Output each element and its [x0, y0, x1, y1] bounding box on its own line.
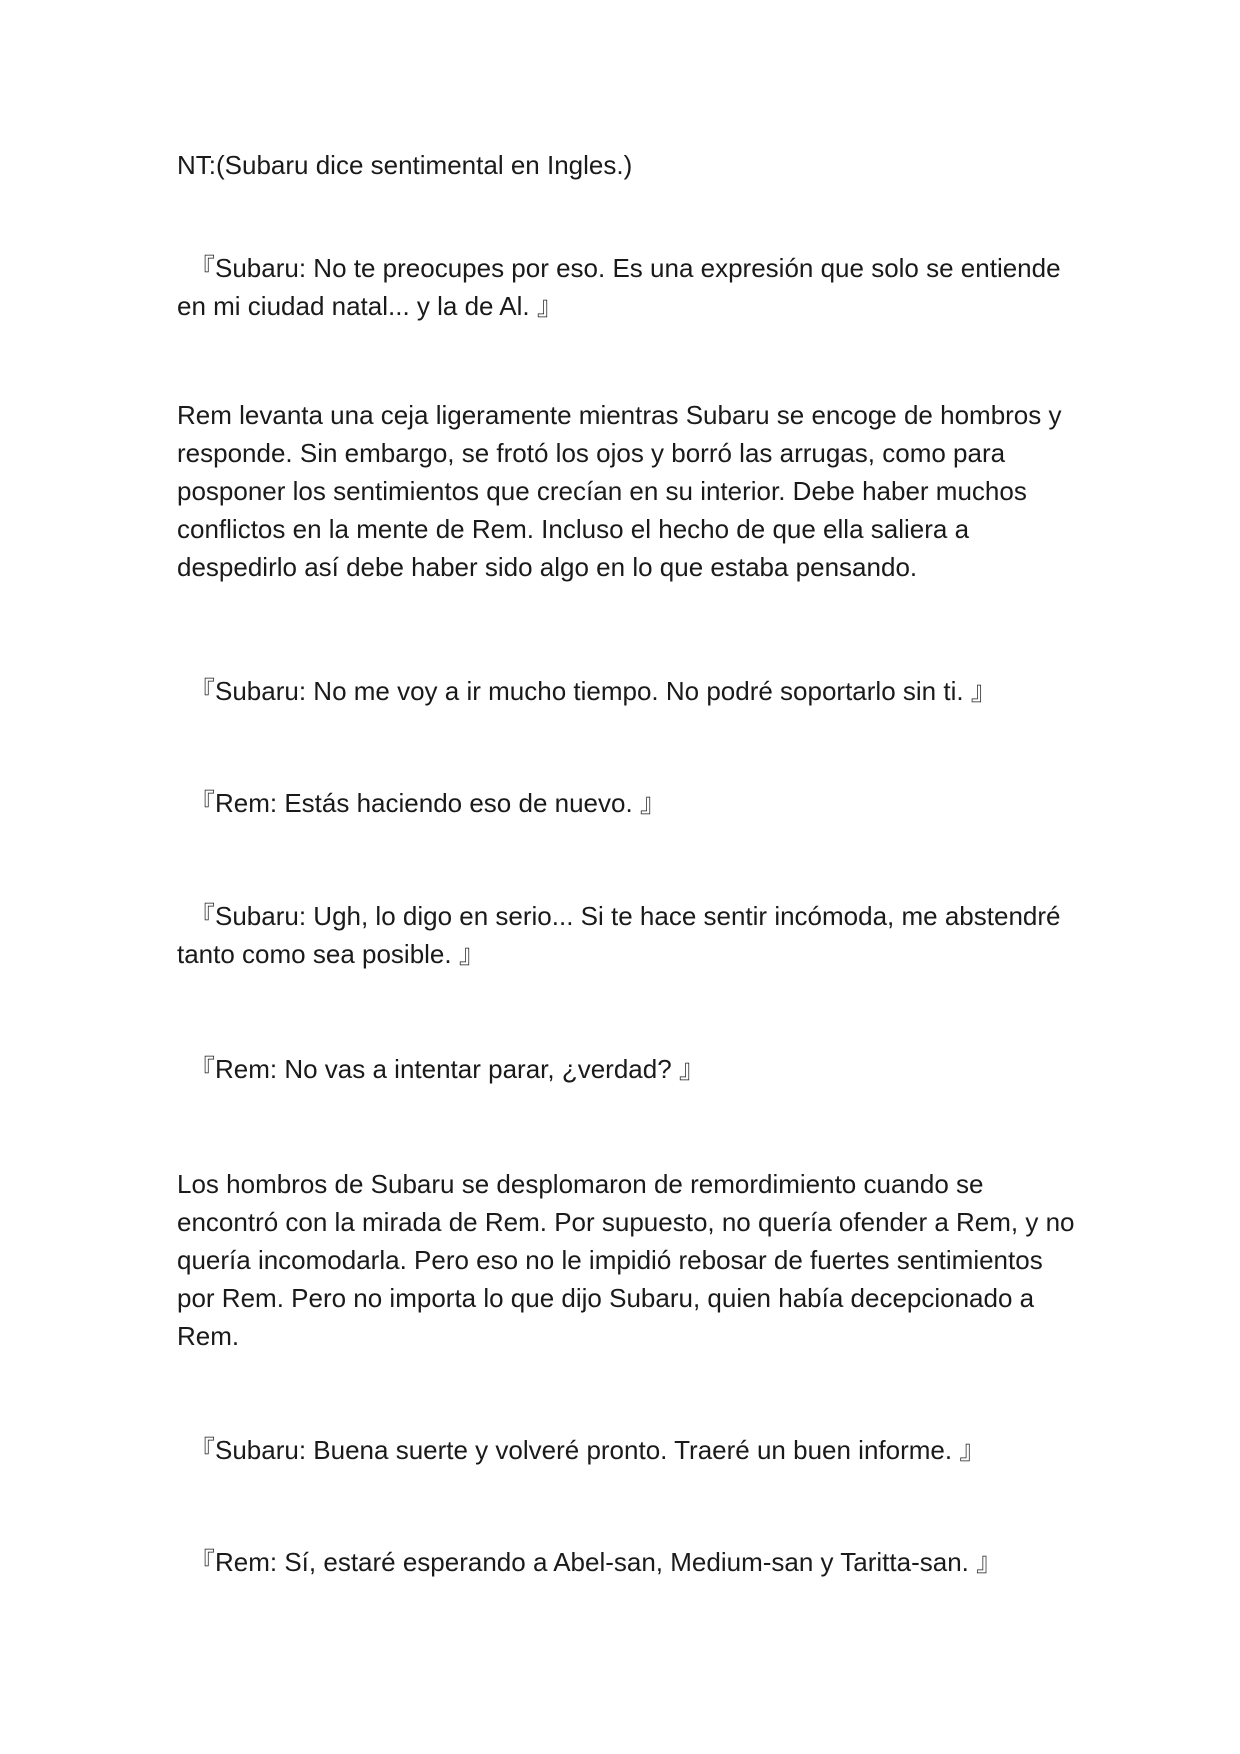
dialogue-line: 『Rem: Estás haciendo eso de nuevo. 』 [189, 788, 666, 818]
translator-note: NT:(Subaru dice sentimental en Ingles.) [177, 150, 633, 180]
narration-paragraph: Rem levanta una ceja ligeramente mientras Subaru se encoge de hombros y responde. Sin embargo, se frotó los ojos y borró las arrugas, como para posponer los sentimientos que crecían en su interior. Debe haber muchos conflictos en la mente de Rem. Incluso el hecho de que ella saliera a despedirlo así debe haber sido algo en lo que estaba pensando. [177, 400, 1062, 582]
dialogue-line: 『Subaru: No te preocupes por eso. Es una expresión que solo se entiende en mi ciudad natal... y la de Al. 』 [177, 253, 1061, 321]
dialogue-line: 『Rem: No vas a intentar parar, ¿verdad? 』 [189, 1054, 705, 1084]
dialogue-line: 『Subaru: Buena suerte y volveré pronto. Traeré un buen informe. 』 [189, 1435, 986, 1465]
dialogue-line: 『Rem: Sí, estaré esperando a Abel-san, Medium-san y Taritta-san. 』 [189, 1547, 1003, 1577]
narration-paragraph: Los hombros de Subaru se desplomaron de remordimiento cuando se encontró con la mirada de Rem. Por supuesto, no quería ofender a Rem, y no quería incomodarla. Pero eso no le impidió rebosar de fuertes sentimientos por Rem. Pero no importa lo que dijo Subaru, quien había decepcionado a Rem. [177, 1169, 1075, 1351]
dialogue-line: 『Subaru: Ugh, lo digo en serio... Si te hace sentir incómoda, me abstendré tanto como sea posible. 』 [177, 901, 1061, 969]
dialogue-line: 『Subaru: No me voy a ir mucho tiempo. No podré soportarlo sin ti. 』 [189, 676, 997, 706]
